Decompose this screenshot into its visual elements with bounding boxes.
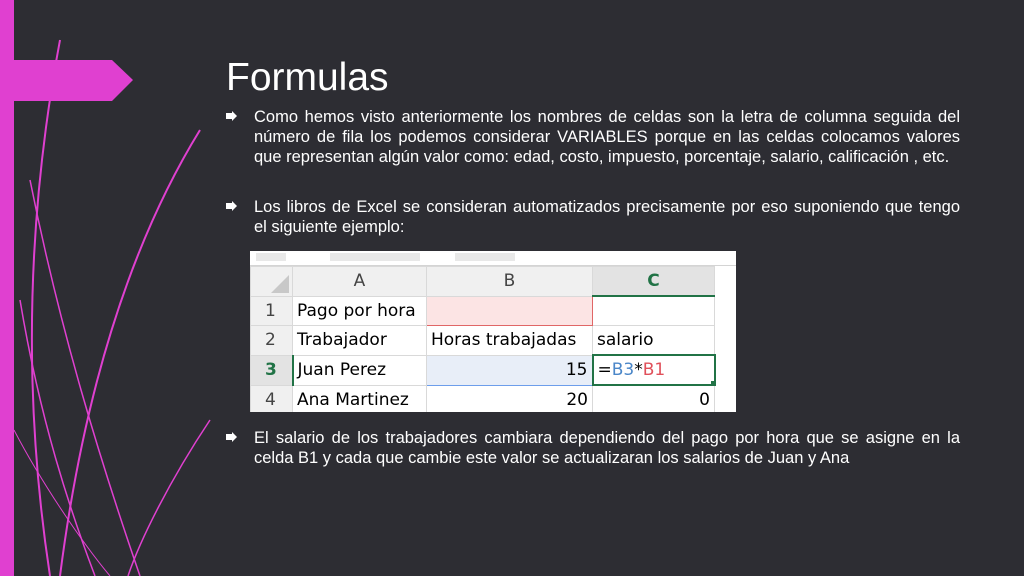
- bullet-text: Como hemos visto anteriormente los nombres de celdas son la letra de columna seguida del número de fila los podemos considerar VARIABLES porque en las celdas colocamos valores que representan algún valor como: edad, costo, impuesto, porcentaje, salario, calificación , etc.: [254, 108, 960, 166]
- cell-c4: 0: [593, 385, 715, 412]
- bullet-text: El salario de los trabajadores cambiara dependiendo del pago por hora que se asigne en la celda B1 y cada que cambie este valor se actualizaran los salarios de Juan y Ana: [254, 429, 960, 467]
- deco-line-1: [32, 40, 60, 576]
- deco-line-2: [60, 130, 200, 576]
- excel-screenshot: [250, 251, 736, 412]
- arrow-bullet-icon: [226, 431, 238, 443]
- formula-operator: *: [634, 360, 643, 380]
- row-header: 1: [251, 296, 293, 326]
- column-header-c: C: [593, 267, 715, 297]
- row-header: 4: [251, 385, 293, 412]
- deco-line-5: [128, 420, 210, 576]
- cell-c3-formula: [593, 355, 715, 385]
- arrow-bullet-icon: [226, 200, 238, 212]
- bullet-item: [226, 428, 960, 468]
- cell-b3: 15: [427, 355, 593, 385]
- fill-handle: [710, 380, 715, 385]
- deco-line-3: [30, 180, 140, 576]
- formula-ref-b1: B1: [642, 360, 666, 380]
- spreadsheet-table: [250, 266, 716, 412]
- formula-bar: [250, 251, 736, 266]
- select-all-corner: [251, 267, 293, 297]
- cell-c2: salario: [593, 326, 715, 356]
- formula-ref-b3: B3: [611, 360, 635, 380]
- cell-b2: Horas trabajadas: [427, 326, 593, 356]
- cell-b1: [427, 296, 593, 326]
- bullet-text: Los libros de Excel se consideran automatizados precisamente por eso suponiendo que tengo el siguiente ejemplo:: [254, 198, 960, 236]
- column-header-b: B: [427, 267, 593, 297]
- row-header: 2: [251, 326, 293, 356]
- accent-bar: [0, 0, 14, 576]
- formula-equals: =: [597, 360, 612, 380]
- cell-a3: Juan Perez: [293, 355, 427, 385]
- column-header-a: A: [293, 267, 427, 297]
- cell-a2: Trabajador: [293, 326, 427, 356]
- row-header: 3: [251, 355, 293, 385]
- title-arrow-tab: [14, 60, 133, 101]
- bullet-item: [226, 197, 960, 237]
- bullet-item: [226, 107, 960, 167]
- slide-title: Formulas: [226, 56, 389, 99]
- cell-a1: Pago por hora: [293, 296, 427, 326]
- cell-a4: Ana Martinez: [293, 385, 427, 412]
- arrow-bullet-icon: [226, 110, 238, 122]
- cell-c1: [593, 296, 715, 326]
- cell-b4: 20: [427, 385, 593, 412]
